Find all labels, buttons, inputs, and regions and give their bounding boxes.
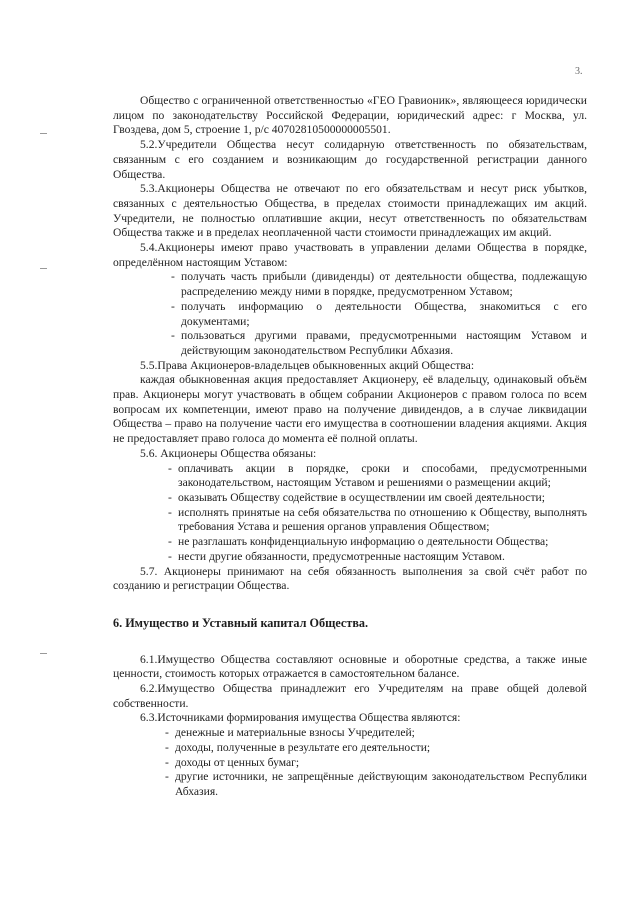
list-item: - оплачивать акции в порядке, сроки и способами, предусмотренными законодательством, настоящим Уставом и решениями о размещении акций; xyxy=(168,462,587,491)
list-item: - другие источники, не запрещённые действующим законодательством Республики Абхазия. xyxy=(165,770,587,799)
list-item: - не разглашать конфиденциальную информацию о деятельности Общества; xyxy=(168,535,587,550)
list-item: - оказывать Обществу содействие в осуществлении им своей деятельности; xyxy=(168,491,587,506)
list-item: - получать часть прибыли (дивиденды) от деятельности общества, подлежащую распределению между ними в порядке, предусмотренном Уставом; xyxy=(171,270,587,299)
page-number: 3. xyxy=(575,66,583,77)
paragraph-5-4: 5.4.Акционеры имеют право участвовать в управлении делами Общества в порядке, определённом настоящим Уставом: xyxy=(113,241,587,269)
section-6-title: 6. Имущество и Уставный капитал Общества. xyxy=(113,615,369,630)
list-item: - денежные и материальные взносы Учредителей; xyxy=(165,726,587,741)
list-item: - доходы от ценных бумаг; xyxy=(165,756,587,771)
margin-mark xyxy=(40,653,47,654)
obligations-list xyxy=(168,462,587,565)
list-item: - получать информацию о деятельности Общества, знакомиться с его документами; xyxy=(171,300,587,329)
paragraph-5-5-title: 5.5.Права Акционеров-владельцев обыкновенных акций Общества: xyxy=(140,358,475,372)
margin-mark xyxy=(40,268,47,269)
list-item: - нести другие обязанности, предусмотренные настоящим Уставом. xyxy=(168,550,587,565)
paragraph-6-2: 6.2.Имущество Общества принадлежит его Учредителям на праве общей долевой собственности. xyxy=(113,682,587,710)
list-item: - исполнять принятые на себя обязательства по отношению к Обществу, выполнять требования Устава и решения органов управления Обществом; xyxy=(168,506,587,535)
list-item: - доходы, полученные в результате его деятельности; xyxy=(165,741,587,756)
paragraph-5-3: 5.3.Акционеры Общества не отвечают по его обязательствам и несут риск убытков, связанных с деятельностью Общества, в пределах стоимости принадлежащих им акций. Учредители, не полностью оплатившие акции, несут ответственность по обязательствам Общества также и в пределах неоплаченной части стоимости принадлежащих им акций. xyxy=(113,182,587,240)
list-item: - пользоваться другими правами, предусмотренными настоящим Уставом и действующим законодательством Республики Абхазия. xyxy=(171,329,587,358)
paragraph-6-1: 6.1.Имущество Общества составляют основные и оборотные средства, а также иные ценности, стоимость которых отражается в самостоятельном балансе. xyxy=(113,652,587,681)
paragraph-5-5-body: каждая обыкновенная акция предоставляет Акционеру, её владельцу, одинаковый объём прав. Акционеры могут участвовать в общем собрании Акционеров с правом голоса по всем вопросам их компетенции, имеют право на получение дивидендов, а в случае ликвидации Общества – право на получение части его имущества в соотношении владения акциями. Акция не предоставляет право голоса до момента её полной оплаты. xyxy=(113,373,587,446)
margin-mark xyxy=(40,133,47,134)
document-body xyxy=(113,94,587,800)
sources-list xyxy=(165,726,587,800)
rights-list xyxy=(171,270,587,358)
paragraph-intro: Общество с ограниченной ответственностью «ГЕО Гравионик», являющееся юридически лицом по законодательству Российской Федерации, юридический адрес: г Москва, ул. Гвоздева, дом 5, строение 1, р/с 40702810500000005501. xyxy=(113,94,587,137)
paragraph-5-7: 5.7. Акционеры принимают на себя обязанность выполнения за свой счёт работ по созданию и регистрации Общества. xyxy=(113,564,587,593)
paragraph-5-2: 5.2.Учредители Общества несут солидарную ответственность по обязательствам, связанным с его созданием и возникающим до государственной регистрации данного Общества. xyxy=(113,138,587,181)
paragraph-5-6: 5.6. Акционеры Общества обязаны: xyxy=(140,446,317,460)
paragraph-6-3: 6.3.Источниками формирования имущества Общества являются: xyxy=(140,711,461,725)
